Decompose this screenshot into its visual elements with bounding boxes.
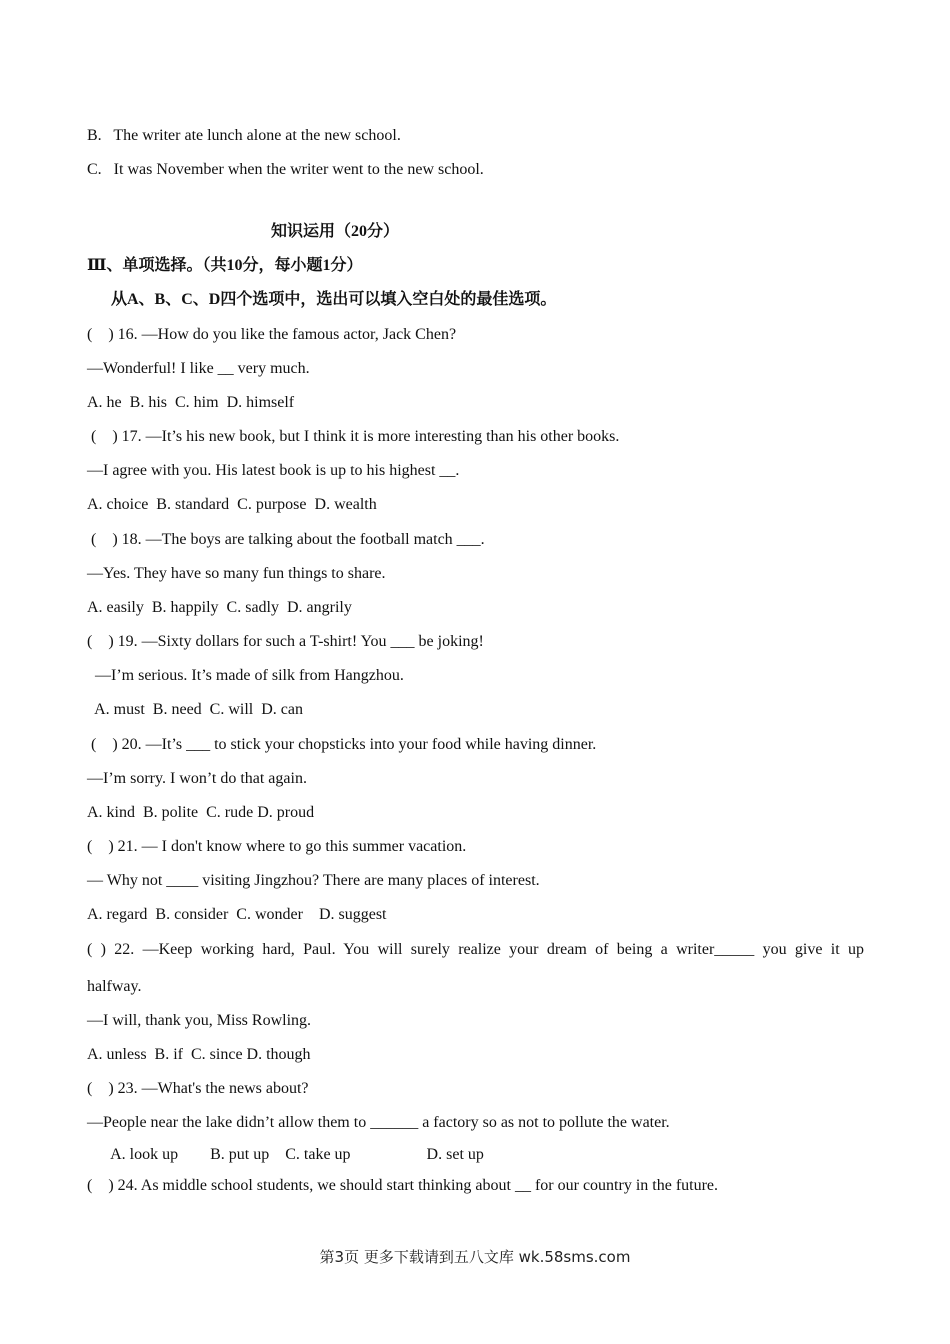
q21-question: ( ) 21. — I don't know where to go this summer vacation. bbox=[87, 838, 467, 855]
option-b-line: B. The writer ate lunch alone at the new school. bbox=[87, 127, 401, 144]
q20-question: ( ) 20. —It’s ___ to stick your chopsticks into your food while having dinner. bbox=[87, 736, 597, 753]
q19-response: —I’m serious. It’s made of silk from Hangzhou. bbox=[87, 667, 404, 684]
q17-options: A. choice B. standard C. purpose D. wealth bbox=[87, 496, 377, 513]
q21-options: A. regard B. consider C. wonder D. suggest bbox=[87, 906, 387, 923]
q18-response: —Yes. They have so many fun things to share. bbox=[87, 565, 386, 582]
section-title: 知识运用（20分） bbox=[271, 223, 400, 240]
q19-question: ( ) 19. —Sixty dollars for such a T-shirt! You ___ be joking! bbox=[87, 633, 484, 650]
q23-response: —People near the lake didn’t allow them to ______ a factory so as not to pollute the water. bbox=[87, 1114, 670, 1131]
option-c-line: C. It was November when the writer went to the new school. bbox=[87, 161, 484, 178]
q16-options: A. he B. his C. him D. himself bbox=[87, 394, 295, 411]
q17-response: —I agree with you. His latest book is up to his highest __. bbox=[87, 462, 460, 479]
q20-response: —I’m sorry. I won’t do that again. bbox=[87, 770, 307, 787]
q23-question: ( ) 23. —What's the news about? bbox=[87, 1080, 309, 1097]
q16-response: —Wonderful! I like __ very much. bbox=[87, 360, 310, 377]
q17-question: ( ) 17. —It’s his new book, but I think it is more interesting than his other books. bbox=[87, 428, 620, 445]
q16-question: ( ) 16. —How do you like the famous actor, Jack Chen? bbox=[87, 326, 457, 343]
q20-options: A. kind B. polite C. rude D. proud bbox=[87, 804, 315, 821]
part3-heading: Ⅲ、单项选择。（共10分，每小题1分） bbox=[87, 257, 363, 274]
q24-question: ( ) 24. As middle school students, we should start thinking about __ for our country in the future. bbox=[87, 1177, 719, 1194]
q23-options: A. look up B. put up C. take up D. set up bbox=[87, 1146, 484, 1163]
q21-response: — Why not ____ visiting Jingzhou? There are many places of interest. bbox=[87, 872, 540, 889]
q22-options: A. unless B. if C. since D. though bbox=[87, 1046, 311, 1063]
page-footer: 第3页 更多下载请到五八文库 wk.58sms.com bbox=[319, 1248, 631, 1266]
q19-options: A. must B. need C. will D. can bbox=[87, 701, 303, 718]
q22-response: —I will, thank you, Miss Rowling. bbox=[87, 1012, 312, 1029]
instruction: 从A、B、C、D四个选项中，选出可以填入空白处的最佳选项。 bbox=[111, 291, 557, 308]
q22-question-cont: halfway. bbox=[87, 978, 142, 995]
q18-question: ( ) 18. —The boys are talking about the football match ___. bbox=[87, 531, 485, 548]
q18-options: A. easily B. happily C. sadly D. angrily bbox=[87, 599, 352, 616]
q22-question: ( ) 22. —Keep working hard, Paul. You will surely realize your dream of being a writer_____ you give it up bbox=[87, 941, 864, 958]
